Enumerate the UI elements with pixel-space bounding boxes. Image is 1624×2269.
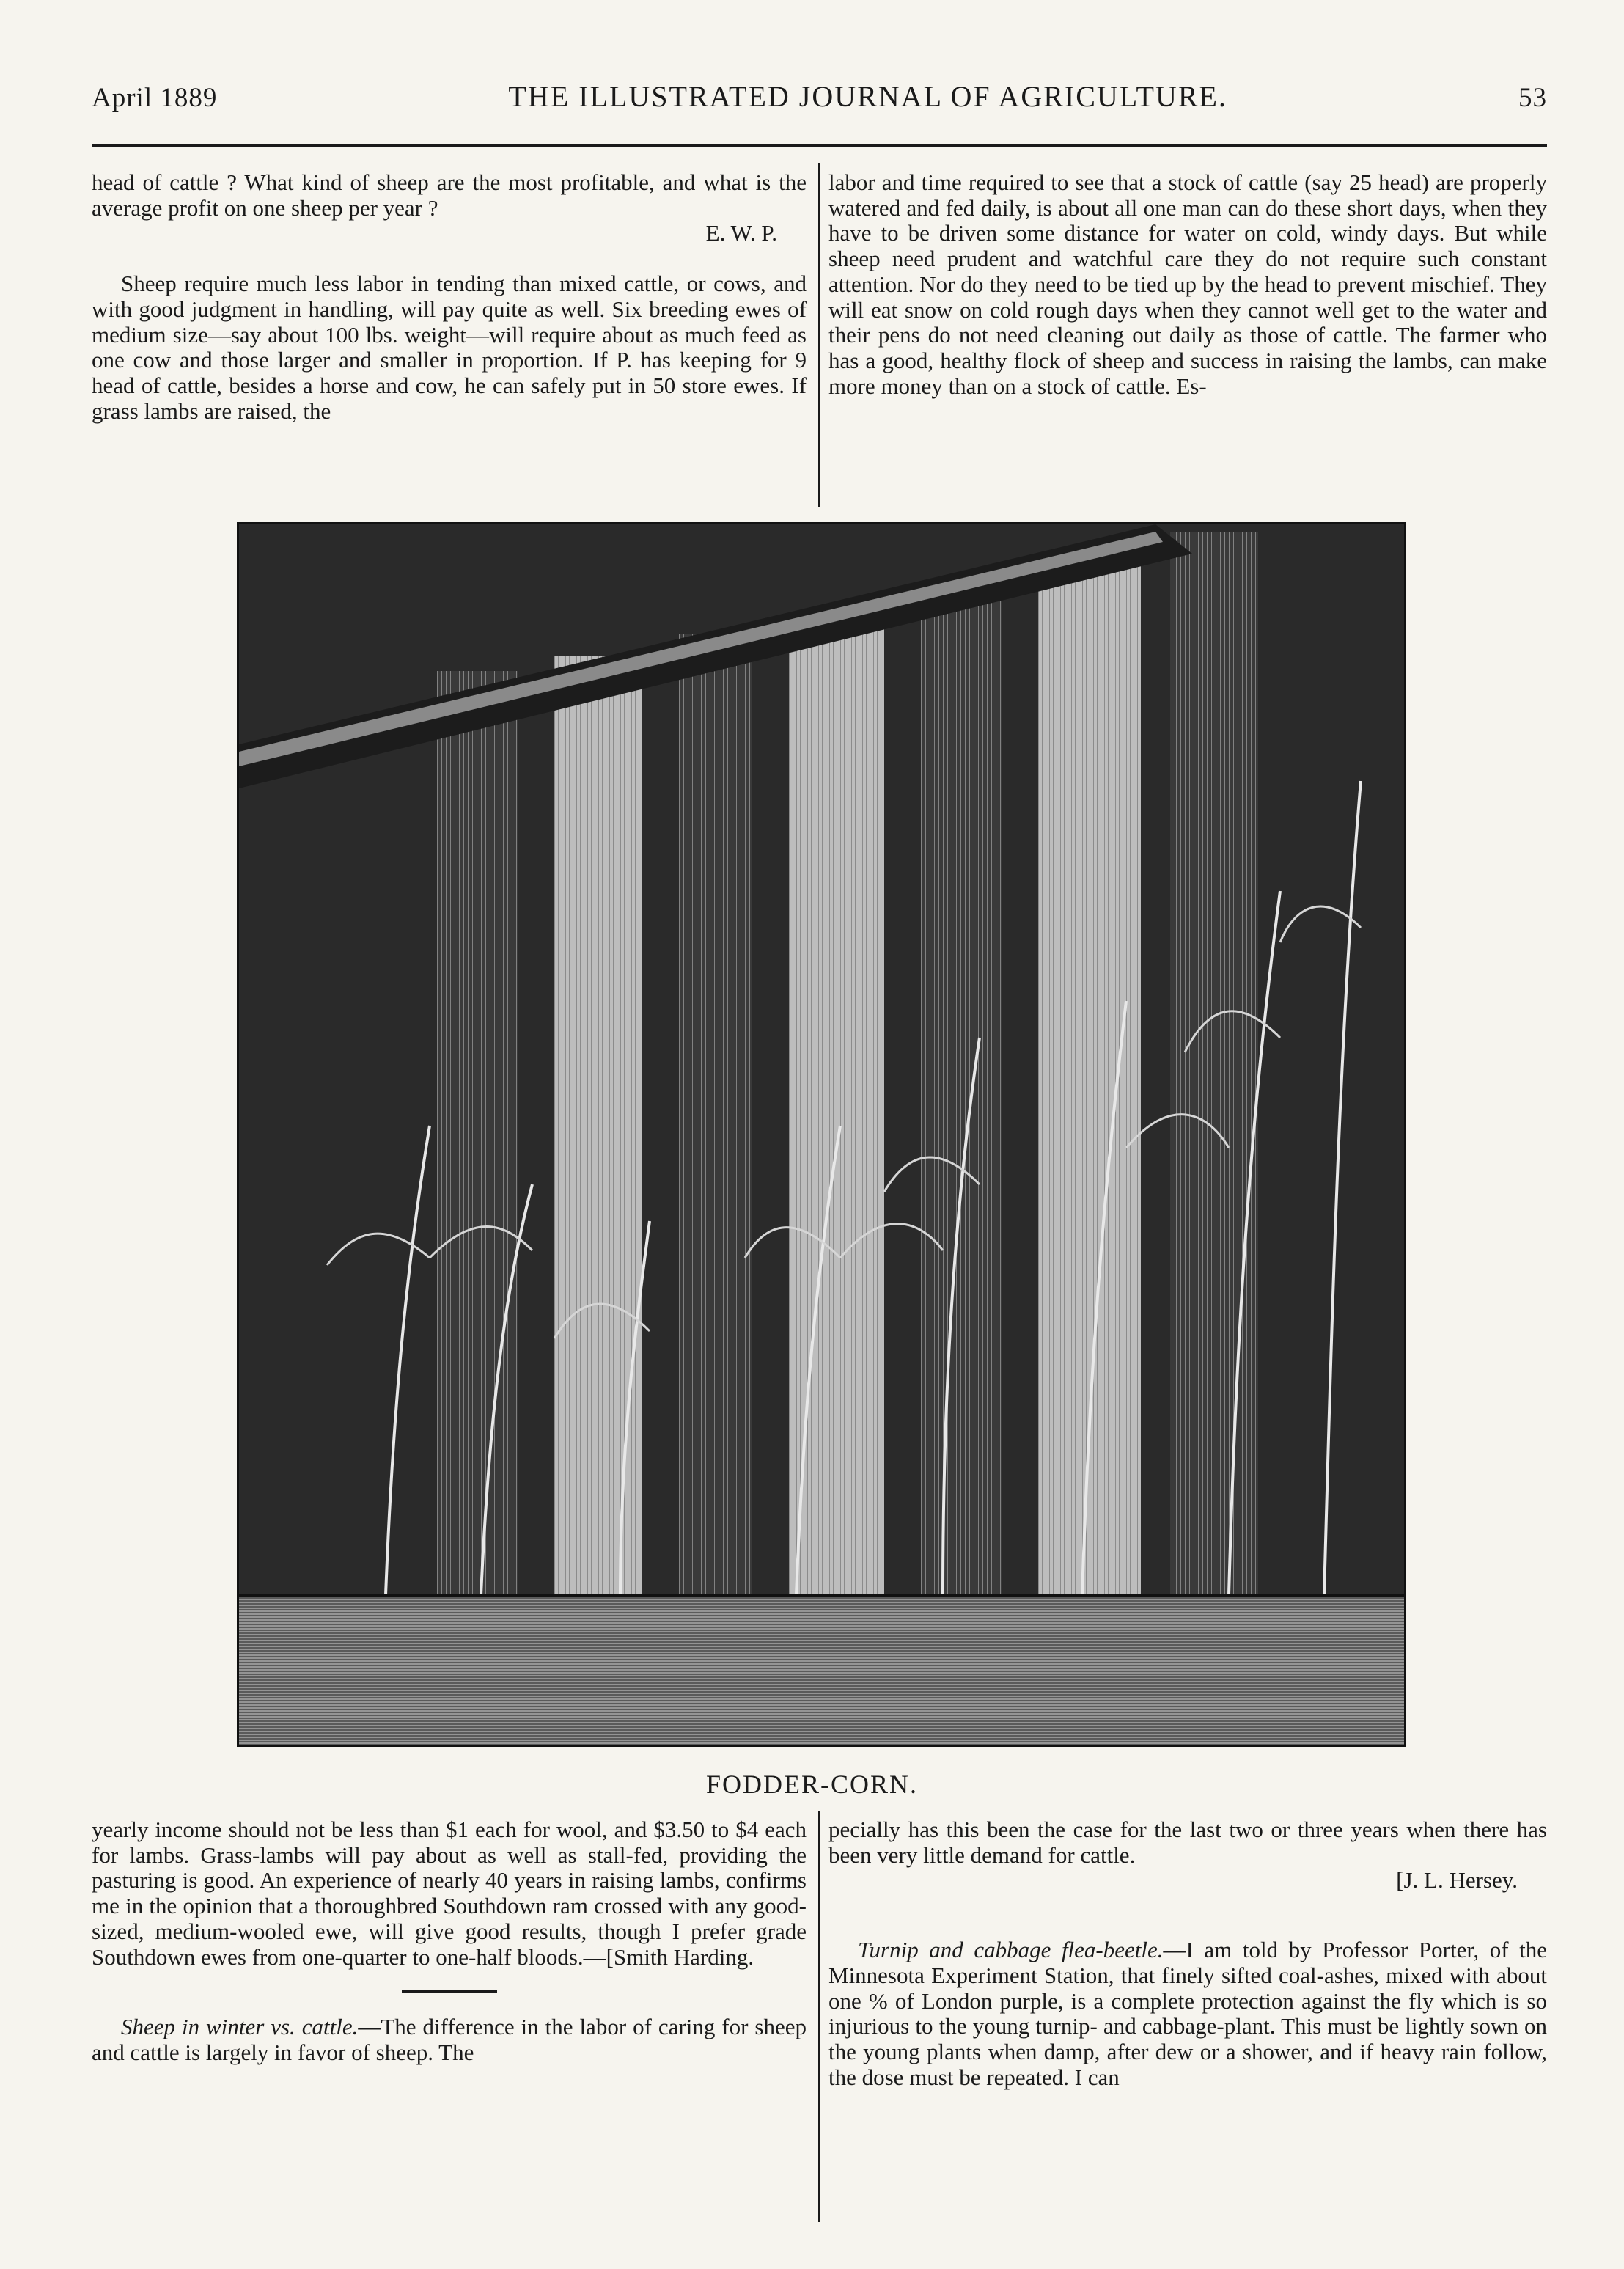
question-signature: E. W. P. [705, 220, 777, 246]
bottom-right-column [828, 1817, 1547, 2090]
header-date: April 1889 [92, 83, 218, 113]
sheep-vs-cattle-paragraph [92, 2015, 807, 2065]
answer-paragraph: Sheep require much less labor in tending than mixed cattle, or cows, and with good judgment in handling, will pay quite as well. Six breeding ewes of medium size—say about 100 lbs. weight—will require about as much feed as one cow and those larger and smaller in proportion. If P. has keeping for 9 head of cattle, besides a horse and cow, he can safely put in 50 store ewes. If grass lambs are raised, the [92, 271, 807, 424]
section-rule [402, 1990, 497, 1993]
flea-beetle-text: —I am told by Professor Porter, of the Minnesota Experiment Station, that finely sifted coal-ashes, mixed with about one % of London purple, is a complete protection against the fly which is so injurious to the young turnip- and cabbage-plant. This must be lightly sown on the young plants when damp, after dew or a shower, and if heavy rain follow, the dose must be repeated. I can [828, 1937, 1548, 2090]
page-header [92, 79, 1547, 114]
journal-title: THE ILLUSTRATED JOURNAL OF AGRICULTURE. [508, 80, 1227, 113]
question-text: head of cattle ? What kind of sheep are the most profitable, and what is the average profit on one sheep per year ? [92, 169, 807, 221]
fodder-corn-engraving [237, 522, 1406, 1747]
flea-beetle-title: Turnip and cabbage flea-beetle. [858, 1937, 1164, 1963]
sheep-vs-cattle-text: —The difference in the labor of caring for sheep and cattle is largely in favor of sheep. The [92, 2014, 807, 2065]
bottom-column-divider [818, 1811, 820, 2222]
top-right-column [828, 170, 1547, 399]
page-number: 53 [1518, 83, 1547, 113]
top-left-column [92, 170, 807, 424]
flea-beetle-paragraph [828, 1938, 1547, 2090]
top-column-divider [818, 163, 820, 507]
continuation-right-paragraph: pecially has this been the case for the last two or three years when there has been very little demand for cattle. [828, 1817, 1547, 1868]
sheep-vs-cattle-title: Sheep in winter vs. cattle. [121, 2014, 359, 2040]
continuation-paragraph: labor and time required to see that a stock of cattle (say 25 head) are properly watered and fed daily, is about all one man can do these short days, when they have to be driven some distance for water on cold, windy days. But while sheep need prudent and watchful care they do not require such constant attention. Nor do they need to be tied up by the head to prevent mischief. They will eat snow on cold rough days when they cannot well get to the water and their pens do not need cleaning out daily as those of cattle. The farmer who has a good, healthy flock of sheep and success in raising the lambs, can make more money than on a stock of cattle. Es- [828, 169, 1547, 399]
continuation-left-paragraph: yearly income should not be less than $1 each for wool, and $3.50 to $4 each for lambs. Grass-lambs will pay about as well as stall-fed, providing the pasturing is good. An experience of nearly 40 years in raising lambs, confirms me in the opinion that a thoroughbred Southdown ram crossed with any good-sized, medium-wooled ewe, will give good results, though I prefer grade Southdown ewes from one-quarter to one-half bloods.—[Smith Harding. [92, 1817, 807, 1970]
figure-caption: FODDER-CORN. [705, 1770, 919, 1799]
hersey-signature: [J. L. Hersey. [1396, 1867, 1518, 1894]
engraving-image [239, 524, 1404, 1745]
bottom-left-column [92, 1817, 807, 2066]
header-rule [92, 144, 1547, 147]
